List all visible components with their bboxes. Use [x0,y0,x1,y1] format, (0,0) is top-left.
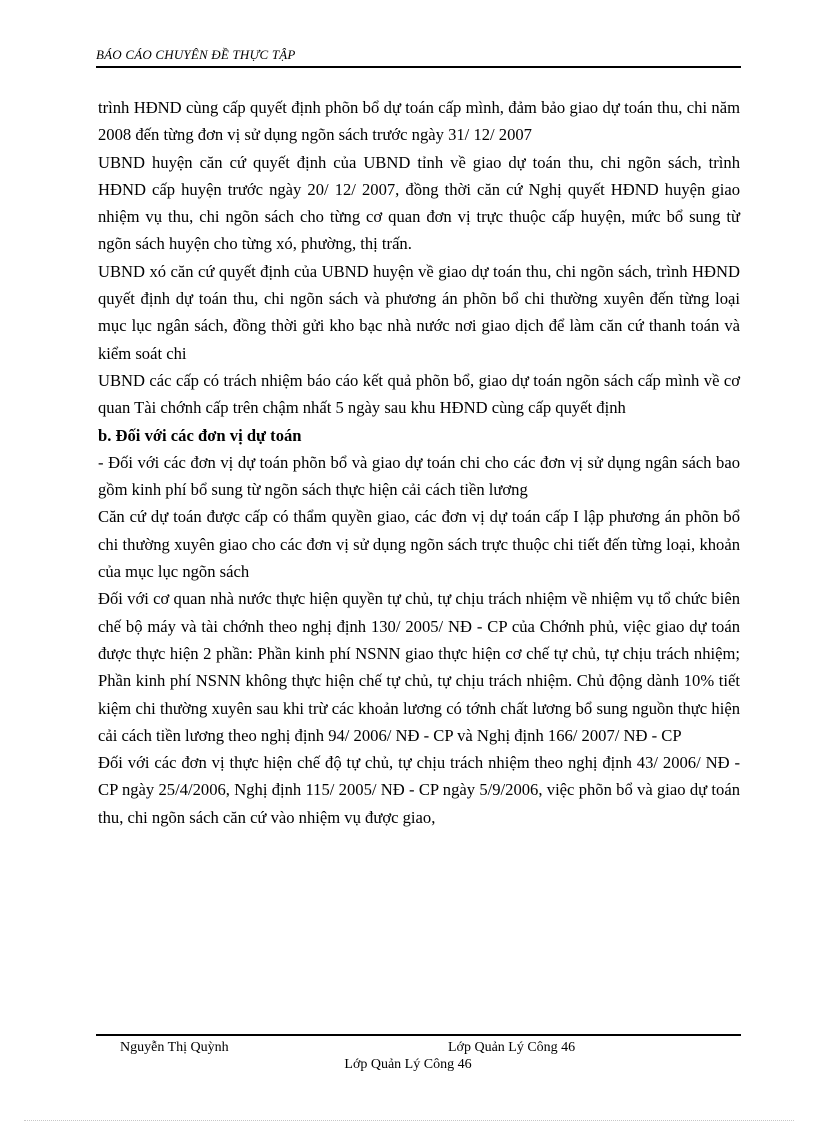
section-heading: b. Đối với các đơn vị dự toán [98,425,302,445]
header-divider [96,66,741,68]
body-paragraph: Đối với cơ quan nhà nước thực hiện quyền tự chủ, tự chịu trách nhiệm về nhiệm vụ tổ chức biên chế bộ máy và tài chớnh theo nghị định 130/ 2005/ NĐ - CP của Chớnh phủ, việc giao dự toán được thực hiện 2 phần: Phần kinh phí NSNN giao thực hiện cơ chế tự chủ, tự chịu trách nhiệm; Phần kinh phí NSNN không thực hiện chế tự chủ, tự chịu trách nhiệm. Chủ động dành 10% tiết kiệm chi thường xuyên sau khi trừ các khoản lương có tớnh chất lương bổ sung nguồn thực hiện cải cách tiền lương theo nghị định 94/ 2006/ NĐ - CP và Nghị định 166/ 2007/ NĐ - CP [98,589,740,745]
footer-class-center: Lớp Quản Lý Công 46 [344,1057,472,1072]
footer-author: Nguyễn Thị Quỳnh [120,1040,229,1055]
body-paragraph: UBND các cấp có trách nhiệm báo cáo kết quả phõn bổ, giao dự toán ngõn sách cấp mình về cơ quan Tài chớnh cấp trên chậm nhất 5 ngày sau khu HĐND cùng cấp quyết định [98,370,740,418]
footer-divider [96,1034,741,1036]
body-paragraph: UBND huyện căn cứ quyết định của UBND tỉnh về giao dự toán thu, chi ngõn sách, trình HĐND cấp huyện trước ngày 20/ 12/ 2007, đồng thời căn cứ Nghị quyết HĐND huyện giao nhiệm vụ thu, chi ngõn sách cho từng cơ quan đơn vị trực thuộc cấp huyện, mức bổ sung từ ngõn sách huyện cho từng xó, phường, thị trấn. [98,152,740,254]
body-paragraph: UBND xó căn cứ quyết định của UBND huyện về giao dự toán thu, chi ngõn sách, trình HĐND quyết định dự toán thu, chi ngõn sách và phương án phõn bổ chi thường xuyên đến từng loại mục lục ngân sách, đồng thời gửi kho bạc nhà nước nơi giao dịch để làm căn cứ thanh toán và kiểm soát chi [98,261,740,363]
page-bottom-edge [24,1120,794,1121]
body-paragraph: trình HĐND cùng cấp quyết định phõn bổ dự toán cấp mình, đảm bảo giao dự toán thu, chi năm 2008 đến từng đơn vị sử dụng ngõn sách trước ngày 31/ 12/ 2007 [98,98,740,145]
page-header-title: BÁO CÁO CHUYÊN ĐỀ THỰC TẬP [96,47,296,62]
body-paragraph: Căn cứ dự toán được cấp có thẩm quyền giao, các đơn vị dự toán cấp I lập phương án phõn bổ chi thường xuyên giao cho các đơn vị sử dụng ngõn sách trực thuộc chi tiết đến từng loại, khoản của mục lục ngõn sách [98,507,740,582]
body-paragraph: Đối với các đơn vị thực hiện chế độ tự chủ, tự chịu trách nhiệm theo nghị định 43/ 2006/ NĐ - CP ngày 25/4/2006, Nghị định 115/ 2005/ NĐ - CP ngày 5/9/2006, việc phõn bổ và giao dự toán thu, chi ngõn sách căn cứ vào nhiệm vụ được giao, [98,753,740,827]
body-paragraph: - Đối với các đơn vị dự toán phõn bổ và giao dự toán chi cho các đơn vị sử dụng ngân sách bao gồm kinh phí bổ sung từ ngõn sách thực hiện cải cách tiền lương [98,452,740,500]
document-body [98,94,740,831]
footer-class: Lớp Quản Lý Công 46 [448,1040,576,1055]
